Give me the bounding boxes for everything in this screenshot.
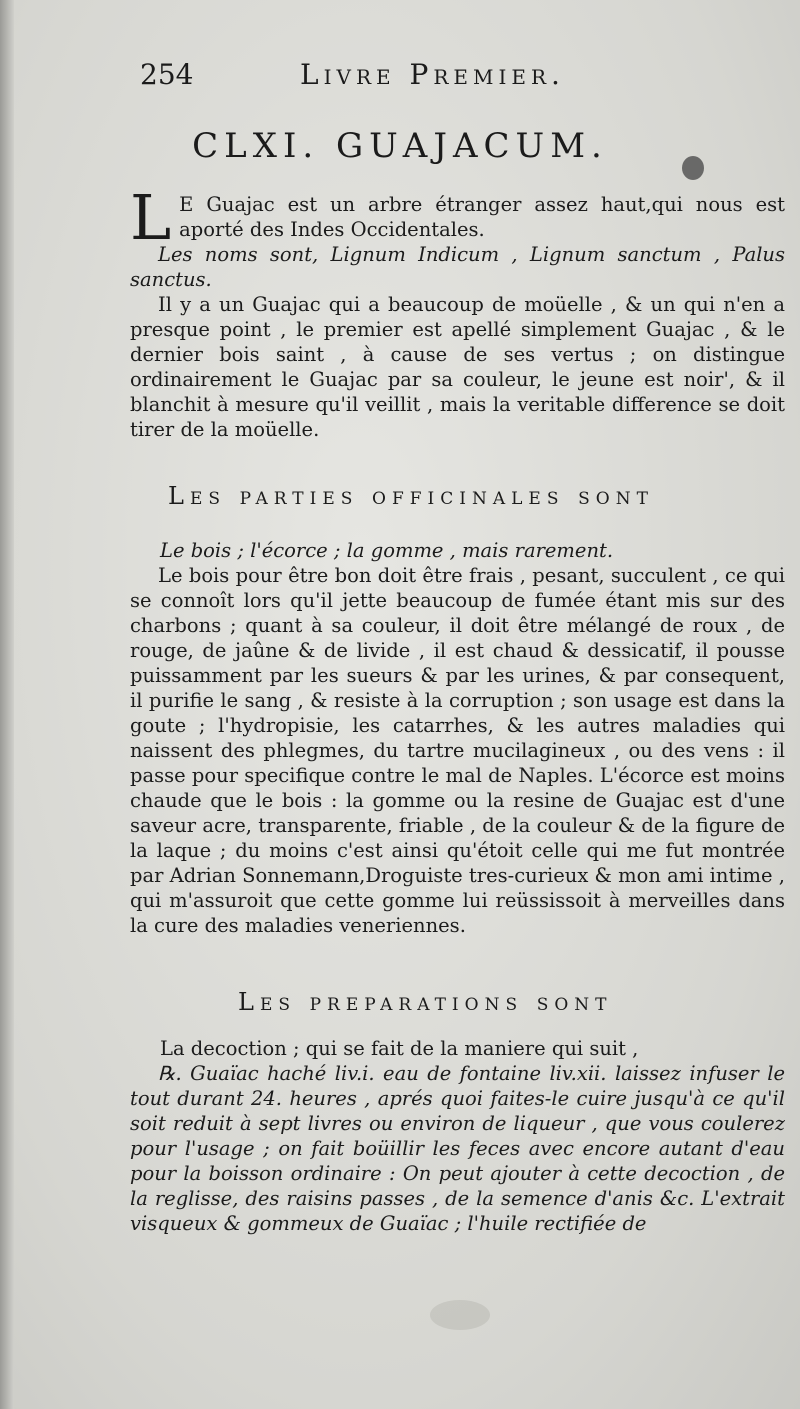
section-heading-preparations: Les preparations sont <box>238 988 613 1016</box>
description-paragraph: Il y a un Guajac qui a beaucoup de moüelle , & un qui n'en a presque point , le premier est apellé simplement Guajac , & le dernier bois saint , à cause de ses vertus ; on distingue ordinairement le Guajac par sa couleur, le jeune est noir', & il blanchit à mesure qu'il veillit , mais la veritable difference se doit tirer de la moüelle. <box>130 293 785 441</box>
running-title: Livre Premier. <box>300 58 565 91</box>
section-heading-officinal-parts: Les parties officinales sont <box>168 482 654 510</box>
recipe-paragraph: ℞. Guaïac haché liv.i. eau de fontaine liv.xii. laissez infuser le tout durant 24. heures , aprés quoi faites-le cuire jusqu'à ce qu'il soit reduit à sept livres ou environ de liqueur , que vous coulerez pour l'usage ; on fait boüillir les feces avec encore autant d'eau pour la boisson ordinaire : On peut ajouter à cette decoction , de la reglisse, des raisins passes , de la semence d'anis &c. L'extrait visqueux & gommeux de Guaïac ; l'huile rectifiée de <box>130 1062 785 1235</box>
wood-description-paragraph: Le bois pour être bon doit être frais , pesant, succulent , ce qui se connoît lors qu'il jette beaucoup de fumée étant mis sur des charbons ; quant à sa couleur, il doit être mélangé de roux , de rouge, de jaûne & de livide , il est chaud & dessicatif, il pousse puissamment par les sueurs & par les urines, & par consequent, il purifie le sang , & resiste à la corruption ; son usage est dans la goute ; l'hydropisie, les catarrhes, & les autres maladies qui naissent des phlegmes, du tartre mucilagineux , ou des vens : il passe pour specifique contre le mal de Naples. L'écorce est moins chaude que le bois : la gomme ou la resine de Guajac est d'une saveur acre, transparente, friable , de la couleur & de la figure de la laque ; du moins c'est ainsi qu'étoit celle qui me fut montrée par Adrian Sonnemann,Droguiste tres-curieux & mon ami intime , qui m'assuroit que cette gomme lui reüssissoit à merveilles dans la cure des maladies veneriennes. <box>130 564 785 937</box>
chapter-title: CLXI. GUAJACUM. <box>192 126 608 166</box>
decoction-line: La decoction ; qui se fait de la maniere qui suit , <box>160 1037 639 1060</box>
paper-stain <box>430 1300 490 1330</box>
names-paragraph: Les noms sont, Lignum Indicum , Lignum sanctum , Palus sanctus. <box>130 243 785 291</box>
page-number: 254 <box>140 58 194 91</box>
intro-text: E Guajac est un arbre étranger assez haut,qui nous est aporté des Indes Occidentales. <box>179 193 785 241</box>
intro-block <box>130 181 785 442</box>
running-head <box>140 58 740 98</box>
intro-paragraph <box>130 181 785 254</box>
page-gutter <box>0 0 14 1409</box>
parts-list-line: Le bois ; l'écorce ; la gomme , mais rarement. <box>160 539 614 562</box>
officinal-parts-block <box>130 538 785 938</box>
drop-cap: L <box>130 181 172 254</box>
preparations-block <box>130 1036 785 1236</box>
